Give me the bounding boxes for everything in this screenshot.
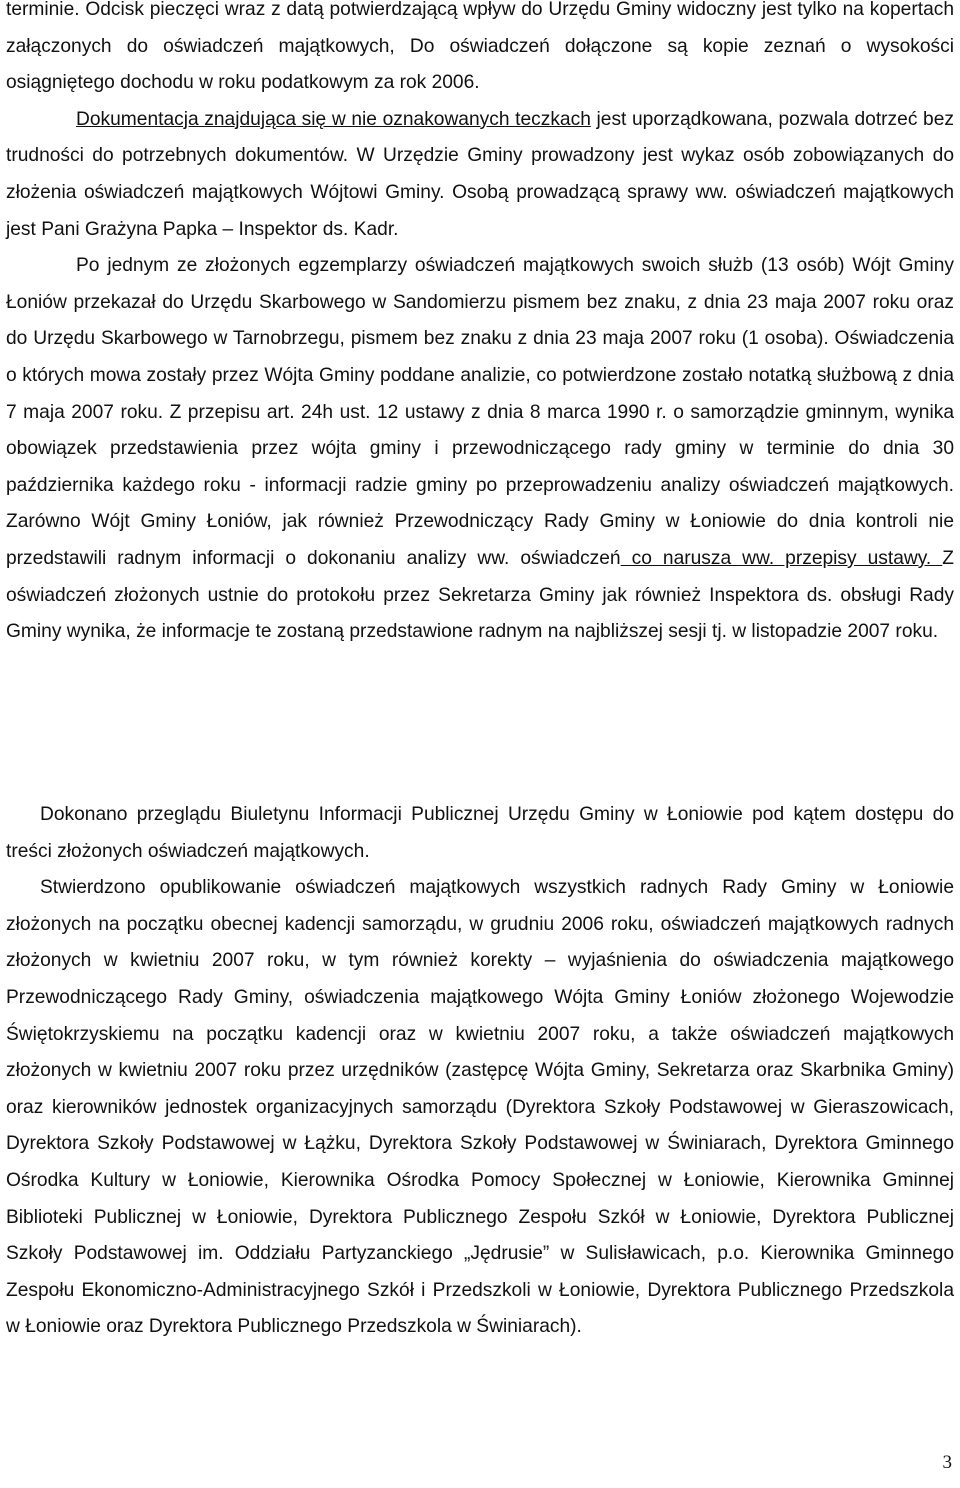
paragraph-tax-office-text: Po jednym ze złożonych egzemplarzy oświadczeń majątkowych swoich służb (13 osób) Wójt Gminy Łoniów przekazał do Urzędu Skarbowego w Sandomierzu pismem bez znaku, z dnia 23 maja 2007 roku oraz do Urzędu Skarbowego w Tarnobrzegu, pismem bez znaku z dnia 23 maja 2007 roku (1 osoba). Oświadczenia o których mowa zostały przez Wójta Gminy poddane analizie, co potwierdzone zostało notatką służbową z dnia 7 maja 2007 roku. Z przepisu art. 24h ust. 12 ustawy z dnia 8 marca 1990 r. o samorządzie gminnym, wynika obowiązek przedstawienia przez wójta gminy i przewodniczącego rady gminy w terminie do dnia 30 października każdego roku - informacji radzie gminy po przeprowadzeniu analizy oświadczeń majątkowych. Zarówno Wójt Gminy Łoniów, jak również Przewodniczący Rady Gminy w Łoniowie do dnia kontroli nie przedstawili radnym informacji o dokonaniu analizy ww. oświadczeń — [6, 255, 954, 569]
paragraph-stamp-date: terminie. Odcisk pieczęci wraz z datą potwierdzającą wpływ do Urzędu Gminy widoczny jest tylko na kopertach załączonych do oświadczeń majątkowych, Do oświadczeń dołączone są kopie zeznań o wysokości osiągniętego dochodu w roku podatkowym za rok 2006. — [6, 0, 954, 94]
paragraph-bip-review: Dokonano przeglądu Biuletynu Informacji Publicznej Urzędu Gminy w Łoniowie pod kątem dostępu do treści złożonych oświadczeń majątkowych. — [6, 804, 954, 862]
paragraph-documentation — [6, 102, 954, 248]
underlined-phrase-folders: Dokumentacja znajdująca się w nie oznakowanych teczkach — [76, 108, 591, 130]
paragraph-publication-findings: Stwierdzono opublikowanie oświadczeń majątkowych wszystkich radnych Rady Gminy w Łoniowie złożonych na początku obecnej kadencji samorządu, w grudniu 2006 roku, oświadczeń majątkowych radnych złożonych w kwietniu 2007 roku, w tym również korekty – wyjaśnienia do oświadczenia majątkowego Przewodniczącego Rady Gminy, oświadczenia majątkowego Wójta Gminy Łoniów złożonego Wojewodzie Świętokrzyskiemu na początku kadencji oraz w kwietniu 2007 roku, a także oświadczeń majątkowych złożonych w kwietniu 2007 roku przez urzędników (zastępcę Wójta Gminy, Sekretarza oraz Skarbnika Gminy) oraz kierowników jednostek organizacyjnych samorządu (Dyrektora Szkoły Podstawowej w Gieraszowicach, Dyrektora Szkoły Podstawowej w Łążku, Dyrektora Szkoły Podstawowej w Świniarach, Dyrektora Gminnego Ośrodka Kultury w Łoniowie, Kierownika Ośrodka Pomocy Społecznej w Łoniowie, Kierownika Gminnej Biblioteki Publicznej w Łoniowie, Dyrektora Publicznego Zespołu Szkół w Łoniowie, Dyrektora Publicznej Szkoły Podstawowej im. Oddziału Partyzanckiego „Jędrusie” w Sulisławicach, p.o. Kierownika Gminnego Zespołu Ekonomiczno-Administracyjnego Szkół i Przedszkoli w Łoniowie, Dyrektora Publicznego Przedszkola w Łoniowie oraz Dyrektora Publicznego Przedszkola w Świniarach). — [6, 877, 954, 1338]
section-asset-declarations — [6, 0, 954, 651]
paragraph-tax-office-transfer — [6, 248, 954, 651]
paragraph-documentation-text: jest uporządkowana, pozwala dotrzeć bez trudności do potrzebnych dokumentów. W Urzędzie Gminy prowadzony jest wykaz osób zobowiązanych do złożenia oświadczeń majątkowych Wójtowi Gminy. Osobą prowadzącą sprawy ww. oświadczeń majątkowych jest Pani Grażyna Papka – Inspektor ds. Kadr. — [6, 108, 954, 240]
page-number: 3 — [942, 1452, 952, 1473]
section-bip-review — [6, 797, 954, 1346]
paragraph-tax-office-end: Z oświadczeń złożonych ustnie do protokołu przez Sekretarza Gminy jak również Inspektora ds. obsługi Rady Gminy wynika, że informacje te zostaną przedstawione radnym na najbliższej sesji tj. w listopadzie 2007 roku. — [6, 547, 954, 643]
underlined-phrase-violation: co narusza ww. przepisy ustawy. — [620, 547, 943, 569]
